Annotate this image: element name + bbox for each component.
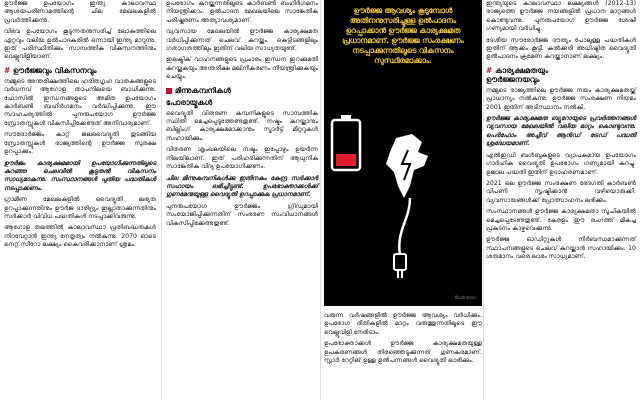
column-divider: [320, 0, 321, 400]
paragraph: 2021 ലെ ഊർജ്ജ സംരക്ഷണ ഭേദഗതി കാർബൺ വിപണി സൃഷ്ടിക്കാൻ വഴിയൊരുക്കി. വ്യവസായങ്ങൾക്ക് പ്രോത്സാഹനം ലഭിക്കും.: [486, 179, 636, 204]
paragraph: ഉപഭോക്താക്കൾ ഊർജ്ജ കാര്യക്ഷമതയുള്ള ഉപകരണങ്ങൾ തിരഞ്ഞെടുക്കുന്നത് ഗുണകരമാണ്. സ്റ്റാർ റേറ്റിങ് ഉള്ള ഉൽപന്നങ്ങൾ വൈദ്യുതി ലാഭിക്കും.: [324, 340, 482, 365]
paragraph: വിഭവ ഉപയോഗം കൂടുന്നതനുസരിച്ച് ലോകത്തിലെ ഏറ്റവും വലിയ ഉൽപാദകരിൽ ഒന്നായി ഇന്ത്യ മാറുന്നു. ഇത് പരിസ്ഥിതിക്കും സാമ്പത്തിക വികസനത്തിനും വെല്ലുവിളിയാണ്.: [4, 28, 156, 61]
heading-marker-icon: [166, 88, 172, 94]
paragraph: ആഗോള തലത്തിൽ കാലാവസ്ഥാ പ്രതിബദ്ധതകൾ നിറവേറ്റാൻ ഇന്ത്യ നേതൃത്വം നൽകുന്നു. 2070 ഓടെ നെറ്റ് സീറോ ലക്ഷ്യം കൈവരിക്കാനാണ് ശ്രമം.: [4, 224, 156, 249]
column-divider: [161, 0, 162, 400]
paragraph: വൈദ്യുതി വിതരണ കമ്പനികളുടെ സാമ്പത്തിക സ്ഥിതി മെച്ചപ്പെടുത്തേണ്ടതുണ്ട്. നഷ്ടം കുറയ്ക്കാനും ബില്ലിംഗ് കാര്യക്ഷമമാക്കാനും സ്മാർട്ട് മീറ്ററുകൾ സഹായിക്കും.: [166, 109, 318, 142]
section-subheading: ഊർജ്ജനയവും: [486, 74, 540, 84]
paragraph: വരുന്ന വർഷങ്ങളിൽ ഊർജ്ജ ആവശ്യം വർധിക്കും. ഉപഭോഗ രീതികളിൽ മാറ്റം വരുത്തുന്നതിലൂടെ ഈ വെല്ലുവിളി നേരിടാം.: [324, 312, 482, 336]
paragraph: പുനരുപയോഗ ഊർജ്ജം ഗ്രിഡുമായി സംയോജിപ്പിക്കുന്നതിന് സംഭരണ സംവിധാനങ്ങൾ വികസിപ്പിക്കേണ്ടതുണ്ട്.: [166, 202, 318, 227]
paragraph: വ്യവസായ മേഖലയിൽ ഊർജ്ജ കാര്യക്ഷമത വർധിപ്പിക്കുന്നത് ചെലവ് കുറയ്ക്കും. കെട്ടിടങ്ങളിലും ഗതാഗതത്തിലും ഇതിന് വലിയ സാധ്യതയുണ്ട്.: [166, 28, 318, 53]
low-battery-icon: [332, 115, 360, 170]
article-column-3: [324, 312, 482, 368]
paragraph: സംസ്ഥാനങ്ങൾ ഊർജ്ജ കാര്യക്ഷമതാ സൂചികയിൽ മെച്ചപ്പെടേണ്ടതുണ്ട്. കേരളം ഈ രംഗത്ത് മികച്ച പ്രകടനം കാഴ്ചവെക്കുന്നു.: [486, 208, 636, 232]
article-column-4: [486, 0, 636, 265]
paragraph: ഊർജ്ജ ഉപയോഗം ഇന്ത്യ കാലാവസ്ഥ ആശയപരിണാമത്തിന്റെ ചില മേഖലകളിൽ പ്രവർത്തിക്കുന്നു.: [4, 0, 156, 24]
section-heading: # കാര്യക്ഷമതയും: [486, 66, 636, 75]
paragraph: ഉപഭോഗം കുറയ്ക്കുന്നതിലൂടെ കാർബൺ ബഹിർഗമനം നിയന്ത്രിക്കാം. ഉൽപാദന മേഖലയിലെ സാങ്കേതിക പരിഷ്കരണം അത്യാവശ്യമാണ്.: [166, 0, 318, 24]
paragraph: വിതരണ ശൃംഖലയിലെ നഷ്ടം ഇപ്പോഴും ഉയർന്ന നിലയിലാണ്. ഇത് പരിഹരിക്കുന്നതിന് ആധുനിക സാങ്കേതിക വിദ്യ ഉപയോഗിക്കണം.: [166, 146, 318, 171]
emphasis-paragraph: ഊർജം കാര്യക്ഷമമായി ഉപയോഗിക്കുന്നതിലൂടെ കുറഞ്ഞ ചെലവിൽ കൂടുതൽ വികസനം സാധ്യമാകുന്നു. സംസ്ഥാനങ്ങൾ പുതിയ പദ്ധതികൾ നടപ്പാക്കണം.: [4, 159, 156, 192]
article-column-2: [166, 0, 318, 231]
paragraph: നമ്മുടെ അന്തരീക്ഷത്തിലെ ഹരിതഗൃഹ വാതകങ്ങളുടെ വർധനവ് ആഗോള താപനിലയെ ബാധിക്കുന്നു. ഫോസിൽ ഇന്ധനങ്ങളുടെ അമിത ഉപയോഗം കാർബൺ ബഹിർഗമനം വർദ്ധിപ്പിക്കുന്നു. ഈ സാഹചര്യത്തിൽ പുനരുപയോഗ ഊർജ്ജ സ്രോതസ്സുകൾ വികസിപ്പിക്കേണ്ടത് അനിവാര്യമാണ്.: [4, 77, 156, 127]
section-heading: # ഊർജ്ജവും വികസനവും: [4, 66, 156, 75]
illustration-credit: Illustration: [454, 295, 476, 300]
article-column-1: [4, 0, 156, 253]
emphasis-paragraph: ചില മിന്നുകമ്പനികൾക്കു ഇതിനകം കേന്ദ്ര സർക്കാർ സഹായം ലഭിച്ചിട്ടുണ്ട്. ഉപഭോക്താക്കൾക്ക് ഗുണമേന്മയുള്ള വൈദ്യുതി ഉറപ്പാക്കുക പ്രധാനമാണ്.: [166, 174, 318, 199]
paragraph: ദേശീയ സൗരോർജ്ജ ദൗത്യം പോലുള്ള പദ്ധതികൾ ഇതിന് ആക്കം കൂട്ടി. കൽക്കരി അധിഷ്ഠിത വൈദ്യുതി ഉൽപാദനം ക്രമേണ കുറയ്ക്കാനാണ് ലക്ഷ്യം.: [486, 36, 636, 61]
paragraph: ഇന്ത്യയുടെ കാലാവസ്ഥാ ലക്ഷ്യങ്ങൾ (2012-13) രാജ്യത്തെ ഊർജ്ജ നയങ്ങളിൽ പ്രധാന മാറ്റങ്ങൾ കൊണ്ടുവന്നു. പുനരുപയോഗ ഊർജ്ജ ശേഷി ഗണ്യമായി വർധിച്ചു.: [486, 0, 636, 33]
paragraph: ഇലക്ട്രിക് വാഹനങ്ങളുടെ പ്രചാരം ഇന്ധന ഇറക്കുമതി കുറയ്ക്കുകയും അന്തരീക്ഷ മലിനീകരണം നിയന്ത്രിക്കുകയും ചെയ്യും.: [166, 56, 318, 81]
section-heading-text: മിന്നുകമ്പനികൾ: [175, 85, 231, 95]
column-divider: [483, 0, 484, 400]
paragraph: ഊർജ്ജ ഓഡിറ്റുകൾ നിർബന്ധമാക്കുന്നത് സ്ഥാപനങ്ങളുടെ ചെലവ് കുറയ്ക്കാൻ സഹായിക്കും. 10 ശതമാനം വരെ ലാഭം സാധ്യമാണ്.: [486, 236, 636, 261]
emphasis-paragraph: ഊർജ്ജ കാര്യക്ഷമത ബ്യൂറോയുടെ പ്രവർത്തനങ്ങൾ വ്യവസായ മേഖലയിൽ വലിയ മാറ്റം കൊണ്ടുവന്നു. പെർഫോം അച്ചീവ് ആൻഡ് ട്രേഡ് പദ്ധതി ശ്രദ്ധേയമാണ്.: [486, 115, 636, 148]
battery-plug-illustration: [324, 90, 482, 306]
paragraph: എൽഇഡി ബൾബുകളുടെ വ്യാപകമായ ഉപയോഗം ഗാർഹിക വൈദ്യുതി ഉപഭോഗം ഗണ്യമായി കുറച്ചു. ഉജാല പദ്ധതി ഇതിന് ഉദാഹരണമാണ്.: [486, 151, 636, 176]
paragraph: ഗ്രാമീണ മേഖലകളിൽ വൈദ്യുതി ലഭ്യത ഉറപ്പാക്കുന്നതിനും ഊർജ ദാരിദ്ര്യം ഇല്ലാതാക്കുന്നതിനും സർക്കാർ വിവിധ പദ്ധതികൾ നടപ്പാക്കിവരുന്നു.: [4, 196, 156, 220]
paragraph: സൗരോർജ്ജം കാറ്റ് ജലവൈദ്യുതി തുടങ്ങിയ സ്രോതസ്സുകൾ രാജ്യത്തിന്റെ ഊർജ്ജ സുരക്ഷ ഉറപ്പാക്കും.: [4, 131, 156, 156]
section-heading: [166, 86, 318, 95]
pullquote-text: ഊർജ്ജ ആവശ്യം കൂടുമ്പോൾ അതിനനുസരിച്ചുള്ള ഉൽപാദനം ഉറപ്പാക്കാൻ ഊർജ്ജ കാര്യക്ഷമത പ്രധാനമാണ്. ഊർജ്ജ സംരക്ഷണം നടപ്പാക്കുന്നതിലൂടെ വികസനം സുസ്ഥിരമാക്കാം.: [342, 6, 464, 65]
power-cable-icon: [394, 198, 410, 278]
india-map-icon: [386, 134, 428, 198]
pullquote-panel: [324, 0, 482, 306]
section-subheading: പോരായ്മകൾ: [166, 97, 213, 107]
paragraph: നമ്മുടെ രാജ്യത്തിലെ ഊർജ്ജ നയം കാര്യക്ഷമതയ്ക്ക് പ്രാധാന്യം നൽകുന്നു. ഊർജ്ജ സംരക്ഷണ നിയമം 2001 ഇതിന് അടിസ്ഥാനം നൽകി.: [486, 86, 636, 111]
